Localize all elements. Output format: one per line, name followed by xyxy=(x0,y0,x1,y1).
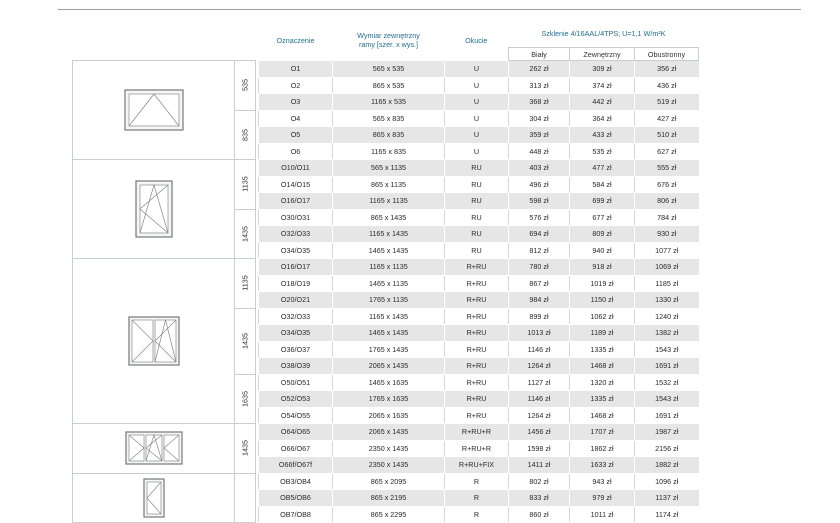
price-both-cell: 1137 zł xyxy=(635,490,699,507)
designation-cell: O32/O33 xyxy=(259,308,333,325)
designation-cell: O34/O35 xyxy=(259,242,333,259)
price-outside-cell: 309 zł xyxy=(570,61,635,78)
price-white-cell: 984 zł xyxy=(509,292,570,309)
price-both-cell: 1069 zł xyxy=(635,259,699,276)
header-color-white: Biały xyxy=(509,48,570,61)
price-white-cell: 1013 zł xyxy=(509,325,570,342)
price-both-cell: 1543 zł xyxy=(635,391,699,408)
designation-cell: O20/O21 xyxy=(259,292,333,309)
price-both-cell: 1382 zł xyxy=(635,325,699,342)
designation-cell: O50/O51 xyxy=(259,374,333,391)
price-white-cell: 899 zł xyxy=(509,308,570,325)
price-both-cell: 806 zł xyxy=(635,193,699,210)
height-label: 1135 xyxy=(240,176,250,192)
price-both-cell: 784 zł xyxy=(635,209,699,226)
height-label-cell xyxy=(235,160,256,210)
height-label-cell xyxy=(235,374,256,424)
designation-cell: O5 xyxy=(259,127,333,144)
price-both-cell: 930 zł xyxy=(635,226,699,243)
price-white-cell: 1146 zł xyxy=(509,341,570,358)
price-outside-cell: 1150 zł xyxy=(570,292,635,309)
fitting-cell: U xyxy=(445,127,509,144)
dimension-cell: 565 x 835 xyxy=(333,110,445,127)
dimension-cell: 2065 x 1435 xyxy=(333,424,445,441)
price-outside-cell: 477 zł xyxy=(570,160,635,177)
price-white-cell: 812 zł xyxy=(509,242,570,259)
height-label: 1435 xyxy=(240,440,250,457)
price-both-cell: 1532 zł xyxy=(635,374,699,391)
fitting-cell: R+RU xyxy=(445,259,509,276)
price-outside-cell: 1468 zł xyxy=(570,407,635,424)
price-outside-cell: 918 zł xyxy=(570,259,635,276)
price-both-cell: 1174 zł xyxy=(635,506,699,523)
price-both-cell: 1077 zł xyxy=(635,242,699,259)
designation-cell: OB5/OB6 xyxy=(259,490,333,507)
table-row xyxy=(73,160,699,177)
tilt-turn-window-icon xyxy=(73,180,234,238)
designation-cell: O16/O17 xyxy=(259,259,333,276)
price-white-cell: 694 zł xyxy=(509,226,570,243)
table-row xyxy=(73,259,699,276)
designation-cell: O10/O11 xyxy=(259,160,333,177)
fitting-cell: R xyxy=(445,490,509,507)
price-both-cell: 1096 zł xyxy=(635,473,699,490)
fitting-cell: RU xyxy=(445,193,509,210)
price-outside-cell: 1320 zł xyxy=(570,374,635,391)
table-row xyxy=(73,424,699,441)
header-designation: Oznaczenie xyxy=(276,35,315,45)
price-outside-cell: 1011 zł xyxy=(570,506,635,523)
dimension-cell: 1465 x 1135 xyxy=(333,275,445,292)
fitting-cell: R+RU xyxy=(445,358,509,375)
price-table xyxy=(72,20,699,523)
fitting-cell: U xyxy=(445,143,509,160)
designation-cell: O2 xyxy=(259,77,333,94)
price-outside-cell: 943 zł xyxy=(570,473,635,490)
dimension-cell: 2350 x 1435 xyxy=(333,457,445,474)
fitting-cell: U xyxy=(445,94,509,111)
top-divider xyxy=(58,9,801,10)
price-outside-cell: 374 zł xyxy=(570,77,635,94)
dimension-cell: 1765 x 1635 xyxy=(333,391,445,408)
dimension-cell: 2065 x 1435 xyxy=(333,358,445,375)
price-white-cell: 1264 zł xyxy=(509,407,570,424)
price-outside-cell: 1707 zł xyxy=(570,424,635,441)
fitting-cell: RU xyxy=(445,242,509,259)
price-both-cell: 510 zł xyxy=(635,127,699,144)
dimension-cell: 1165 x 1135 xyxy=(333,193,445,210)
height-label-cell xyxy=(235,473,256,523)
header-color-both: Obustronny xyxy=(635,48,699,61)
price-white-cell: 598 zł xyxy=(509,193,570,210)
price-white-cell: 403 zł xyxy=(509,160,570,177)
fitting-cell: R+RU xyxy=(445,374,509,391)
price-both-cell: 1691 zł xyxy=(635,407,699,424)
price-outside-cell: 1019 zł xyxy=(570,275,635,292)
fitting-cell: U xyxy=(445,110,509,127)
dimension-cell: 865 x 2195 xyxy=(333,490,445,507)
fitting-cell: R+RU xyxy=(445,391,509,408)
table-row xyxy=(73,473,699,490)
height-label-cell xyxy=(235,308,256,374)
dimension-cell: 1765 x 1135 xyxy=(333,292,445,309)
price-both-cell: 2156 zł xyxy=(635,440,699,457)
fitting-cell: R+RU+R xyxy=(445,440,509,457)
designation-cell: O32/O33 xyxy=(259,226,333,243)
designation-cell: O6 xyxy=(259,143,333,160)
fitting-cell: R+RU+R xyxy=(445,424,509,441)
dimension-cell: 2065 x 1635 xyxy=(333,407,445,424)
fitting-cell: RU xyxy=(445,160,509,177)
header-color-outside: Zewnętrzny xyxy=(570,48,635,61)
window-image-cell xyxy=(73,61,235,160)
designation-cell: O4 xyxy=(259,110,333,127)
double-sash-window-icon xyxy=(73,316,234,366)
price-outside-cell: 1335 zł xyxy=(570,341,635,358)
price-both-cell: 1691 zł xyxy=(635,358,699,375)
dimension-cell: 1165 x 535 xyxy=(333,94,445,111)
triple-sash-window-icon xyxy=(73,431,234,465)
designation-cell: O3 xyxy=(259,94,333,111)
window-image-cell xyxy=(73,473,235,523)
fitting-cell: R xyxy=(445,506,509,523)
price-white-cell: 1146 zł xyxy=(509,391,570,408)
dimension-cell: 865 x 1435 xyxy=(333,209,445,226)
designation-cell: O38/O39 xyxy=(259,358,333,375)
fitting-cell: R+RU xyxy=(445,308,509,325)
fitting-cell: RU xyxy=(445,226,509,243)
window-image-cell xyxy=(73,424,235,474)
dimension-cell: 1465 x 1635 xyxy=(333,374,445,391)
price-white-cell: 1264 zł xyxy=(509,358,570,375)
height-label-cell xyxy=(235,61,256,111)
price-both-cell: 1240 zł xyxy=(635,308,699,325)
price-outside-cell: 979 zł xyxy=(570,490,635,507)
dimension-cell: 865 x 835 xyxy=(333,127,445,144)
price-outside-cell: 1633 zł xyxy=(570,457,635,474)
price-white-cell: 1411 zł xyxy=(509,457,570,474)
height-label: 835 xyxy=(240,128,250,141)
dimension-cell: 1165 x 1135 xyxy=(333,259,445,276)
price-white-cell: 1598 zł xyxy=(509,440,570,457)
dimension-cell: 1165 x 1435 xyxy=(333,308,445,325)
price-outside-cell: 699 zł xyxy=(570,193,635,210)
price-white-cell: 576 zł xyxy=(509,209,570,226)
price-white-cell: 802 zł xyxy=(509,473,570,490)
price-white-cell: 780 zł xyxy=(509,259,570,276)
dimension-cell: 865 x 535 xyxy=(333,77,445,94)
price-outside-cell: 677 zł xyxy=(570,209,635,226)
price-outside-cell: 809 zł xyxy=(570,226,635,243)
fitting-cell: R+RU+FIX xyxy=(445,457,509,474)
fitting-cell: R+RU xyxy=(445,341,509,358)
price-white-cell: 448 zł xyxy=(509,143,570,160)
price-both-cell: 436 zł xyxy=(635,77,699,94)
price-outside-cell: 433 zł xyxy=(570,127,635,144)
price-white-cell: 496 zł xyxy=(509,176,570,193)
price-white-cell: 368 zł xyxy=(509,94,570,111)
designation-cell: O18/O19 xyxy=(259,275,333,292)
price-outside-cell: 1189 zł xyxy=(570,325,635,342)
price-outside-cell: 364 zł xyxy=(570,110,635,127)
dimension-cell: 865 x 2295 xyxy=(333,506,445,523)
designation-cell: OB7/OB8 xyxy=(259,506,333,523)
height-label-cell xyxy=(235,424,256,474)
height-label: 1135 xyxy=(240,275,250,291)
price-both-cell: 1185 zł xyxy=(635,275,699,292)
dimension-cell: 1465 x 1435 xyxy=(333,325,445,342)
height-label-cell xyxy=(235,209,256,259)
height-label: 1435 xyxy=(240,225,250,242)
price-outside-cell: 442 zł xyxy=(570,94,635,111)
dimension-cell: 1465 x 1435 xyxy=(333,242,445,259)
price-both-cell: 427 zł xyxy=(635,110,699,127)
price-white-cell: 262 zł xyxy=(509,61,570,78)
price-both-cell: 1987 zł xyxy=(635,424,699,441)
fitting-cell: RU xyxy=(445,176,509,193)
header-dimension: Wymiar zewnętrzny ramy [szer. x wys.] xyxy=(357,31,420,49)
window-image-cell xyxy=(73,259,235,424)
price-both-cell: 356 zł xyxy=(635,61,699,78)
price-outside-cell: 1468 zł xyxy=(570,358,635,375)
designation-cell: O66/O67 xyxy=(259,440,333,457)
dimension-cell: 1765 x 1435 xyxy=(333,341,445,358)
dimension-cell: 1165 x 835 xyxy=(333,143,445,160)
dimension-cell: 565 x 1135 xyxy=(333,160,445,177)
price-outside-cell: 1862 zł xyxy=(570,440,635,457)
price-white-cell: 1456 zł xyxy=(509,424,570,441)
price-both-cell: 627 zł xyxy=(635,143,699,160)
price-outside-cell: 584 zł xyxy=(570,176,635,193)
designation-cell: O36/O37 xyxy=(259,341,333,358)
dimension-cell: 2350 x 1435 xyxy=(333,440,445,457)
fitting-cell: R+RU xyxy=(445,407,509,424)
height-label: 1635 xyxy=(240,390,250,407)
designation-cell: OB3/OB4 xyxy=(259,473,333,490)
height-label: 1435 xyxy=(240,333,250,349)
dimension-cell: 865 x 2095 xyxy=(333,473,445,490)
designation-cell: O14/O15 xyxy=(259,176,333,193)
price-both-cell: 1882 zł xyxy=(635,457,699,474)
price-white-cell: 860 zł xyxy=(509,506,570,523)
price-white-cell: 833 zł xyxy=(509,490,570,507)
fitting-cell: U xyxy=(445,61,509,78)
header-glazing: Szklenie 4/16AAL/4TPS; U=1,1 W/m²K xyxy=(541,29,666,38)
price-white-cell: 867 zł xyxy=(509,275,570,292)
fitting-cell: R xyxy=(445,473,509,490)
balcony-door-icon xyxy=(73,478,234,518)
price-both-cell: 1330 zł xyxy=(635,292,699,309)
designation-cell: O66f/O67f xyxy=(259,457,333,474)
fitting-cell: R+RU xyxy=(445,275,509,292)
height-label-cell xyxy=(235,259,256,309)
price-outside-cell: 1335 zł xyxy=(570,391,635,408)
designation-cell: O34/O35 xyxy=(259,325,333,342)
price-white-cell: 359 zł xyxy=(509,127,570,144)
designation-cell: O1 xyxy=(259,61,333,78)
fitting-cell: R+RU xyxy=(445,292,509,309)
price-white-cell: 304 zł xyxy=(509,110,570,127)
price-outside-cell: 940 zł xyxy=(570,242,635,259)
price-both-cell: 1543 zł xyxy=(635,341,699,358)
dimension-cell: 565 x 535 xyxy=(333,61,445,78)
fitting-cell: R+RU xyxy=(445,325,509,342)
window-image-cell xyxy=(73,160,235,259)
dimension-cell: 865 x 1135 xyxy=(333,176,445,193)
designation-cell: O30/O31 xyxy=(259,209,333,226)
fitting-cell: RU xyxy=(445,209,509,226)
designation-cell: O52/O53 xyxy=(259,391,333,408)
header-fittings: Okucie xyxy=(465,35,488,45)
price-white-cell: 313 zł xyxy=(509,77,570,94)
table-row xyxy=(73,61,699,78)
dimension-cell: 1165 x 1435 xyxy=(333,226,445,243)
designation-cell: O64/O65 xyxy=(259,424,333,441)
height-label: 535 xyxy=(240,79,250,92)
price-both-cell: 555 zł xyxy=(635,160,699,177)
price-both-cell: 676 zł xyxy=(635,176,699,193)
price-both-cell: 519 zł xyxy=(635,94,699,111)
price-white-cell: 1127 zł xyxy=(509,374,570,391)
height-label-cell xyxy=(235,110,256,160)
fixed-window-icon xyxy=(73,89,234,131)
designation-cell: O16/O17 xyxy=(259,193,333,210)
designation-cell: O54/O55 xyxy=(259,407,333,424)
fitting-cell: U xyxy=(445,77,509,94)
price-outside-cell: 1062 zł xyxy=(570,308,635,325)
price-outside-cell: 535 zł xyxy=(570,143,635,160)
